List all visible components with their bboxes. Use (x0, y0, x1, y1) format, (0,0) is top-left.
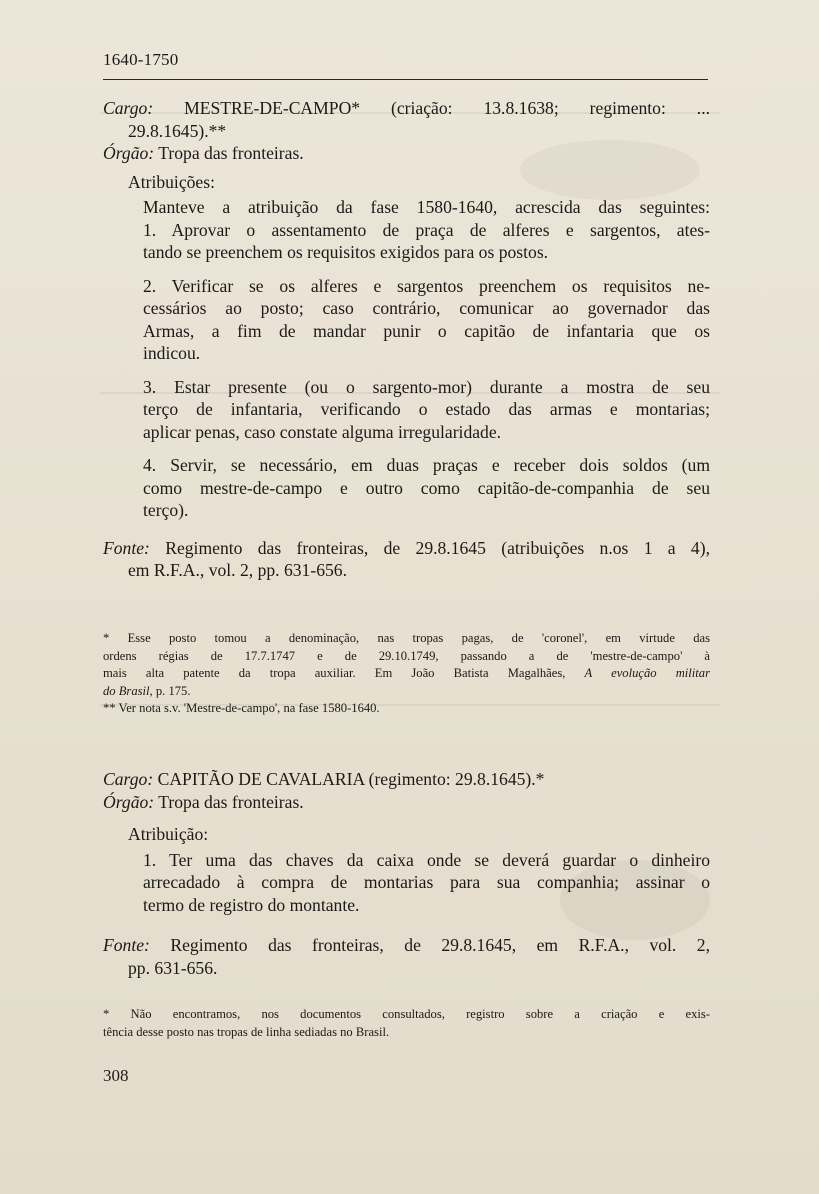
cargo-line-continued: 29.8.1645).** (128, 120, 227, 141)
page-number: 308 (103, 1066, 129, 1085)
cargo-value: MESTRE-DE-CAMPO* (criação: 13.8.1638; regimento: ... (184, 98, 710, 118)
section-capitao-de-cavalaria (103, 768, 710, 979)
intro-paragraph: Manteve a atribuição da fase 1580-1640, acrescida das seguintes: (143, 197, 710, 217)
fonte-line: Fonte: Regimento das fronteiras, de 29.8.1645 (atribuições n.os 1 a 4), (103, 537, 710, 558)
item-2-line-3: Armas, a fim de mandar punir o capitão de infantaria que os (143, 320, 710, 341)
item-1-line-2: arrecadado à compra de montarias para sua companhia; assinar o (143, 872, 710, 892)
orgao-label: Órgão (103, 791, 149, 812)
item-3-line-2: terço de infantaria, verificando o estado das armas e montarias; (143, 399, 710, 419)
footnote-1-line-1: * Esse posto tomou a denominação, nas tropas pagas, de 'coronel', em virtude das (103, 631, 710, 645)
orgao-line: Órgão: Tropa das fronteiras. (103, 791, 304, 812)
footnote-1-line-2: ordens régias de 17.7.1747 e de 29.10.1749, passando a de 'mestre-de-campo' à (103, 648, 710, 663)
fonte-value: Regimento das fronteiras, de 29.8.1645, em R.F.A., vol. 2, (170, 935, 711, 955)
orgao-line: Órgão: Tropa das fronteiras. (103, 143, 304, 163)
fonte-line: Fonte: Regimento das fronteiras, de 29.8.1645, em R.F.A., vol. 2, (103, 935, 711, 955)
item-1-line-1: 1. Ter uma das chaves da caixa onde se deverá guardar o dinheiro (143, 849, 710, 870)
cargo-line: Cargo: MESTRE-DE-CAMPO* (criação: 13.8.1638; regimento: ... (103, 98, 710, 118)
section-mestre-de-campo (103, 97, 710, 582)
book-title: A evolução militar (584, 666, 710, 680)
item-3-line-1: 3. Estar presente (ou o sargento-mor) durante a mostra de seu (143, 376, 710, 397)
atribuicao-heading: Atribuição: (128, 824, 209, 844)
item-1-line-1: 1. Aprovar o assentamento de praça de alferes e sargentos, ates- (143, 219, 710, 240)
footnote-1-line-3: mais alta patente da tropa auxiliar. Em João Batista Magalhães, A evolução militar (103, 666, 710, 680)
orgao-value: Tropa das fronteiras. (158, 791, 304, 812)
fonte-label: Fonte (103, 935, 145, 955)
running-head: 1640-1750 (103, 50, 179, 69)
cargo-label: Cargo (103, 98, 148, 118)
fonte-line-continued: em R.F.A., vol. 2, pp. 631-656. (128, 560, 348, 580)
footnote-1-line-1: * Não encontramos, nos documentos consultados, registro sobre a criação e exis- (103, 1007, 710, 1021)
cargo-line: Cargo: CAPITÃO DE CAVALARIA (regimento: 29.8.1645).* (103, 769, 545, 789)
item-2-line-2: cessários ao posto; caso contrário, comunicar ao governador das (143, 298, 710, 318)
header-rule (103, 79, 708, 80)
footnotes-section-1 (103, 630, 710, 718)
orgao-label: Órgão (103, 143, 149, 163)
item-1-line-3: termo de registro do montante. (143, 894, 360, 915)
fonte-line-continued: pp. 631-656. (128, 957, 218, 978)
cargo-value: CAPITÃO DE CAVALARIA (regimento: 29.8.1645).* (157, 769, 545, 789)
item-4-line-3: terço). (143, 500, 189, 520)
item-4-line-1: 4. Servir, se necessário, em duas praças e receber dois soldos (um (143, 455, 710, 475)
item-4-line-2: como mestre-de-campo e outro como capitão-de-companhia de seu (143, 477, 710, 498)
fonte-value: Regimento das fronteiras, de 29.8.1645 (atribuições n.os 1 a 4), (165, 537, 710, 558)
footnote-1-line-2: tência desse posto nas tropas de linha sediadas no Brasil. (103, 1024, 390, 1039)
footnotes-section-2 (103, 1006, 710, 1041)
item-2-line-4: indicou. (143, 343, 201, 363)
atribuicoes-heading: Atribuições: (128, 171, 215, 192)
orgao-value: Tropa das fronteiras. (158, 143, 304, 163)
item-1-line-2: tando se preenchem os requisitos exigidos para os postos. (143, 242, 549, 262)
footnote-2: ** Ver nota s.v. 'Mestre-de-campo', na fase 1580-1640. (103, 701, 380, 715)
footnote-1-line-4: do Brasil, p. 175. (103, 683, 191, 698)
cargo-label: Cargo (103, 769, 148, 789)
item-2-line-1: 2. Verificar se os alferes e sargentos preenchem os requisitos ne- (143, 275, 710, 296)
item-3-line-3: aplicar penas, caso constate alguma irregularidade. (143, 421, 502, 442)
fonte-label: Fonte (103, 537, 145, 558)
book-title-continued: do Brasil (103, 683, 150, 698)
